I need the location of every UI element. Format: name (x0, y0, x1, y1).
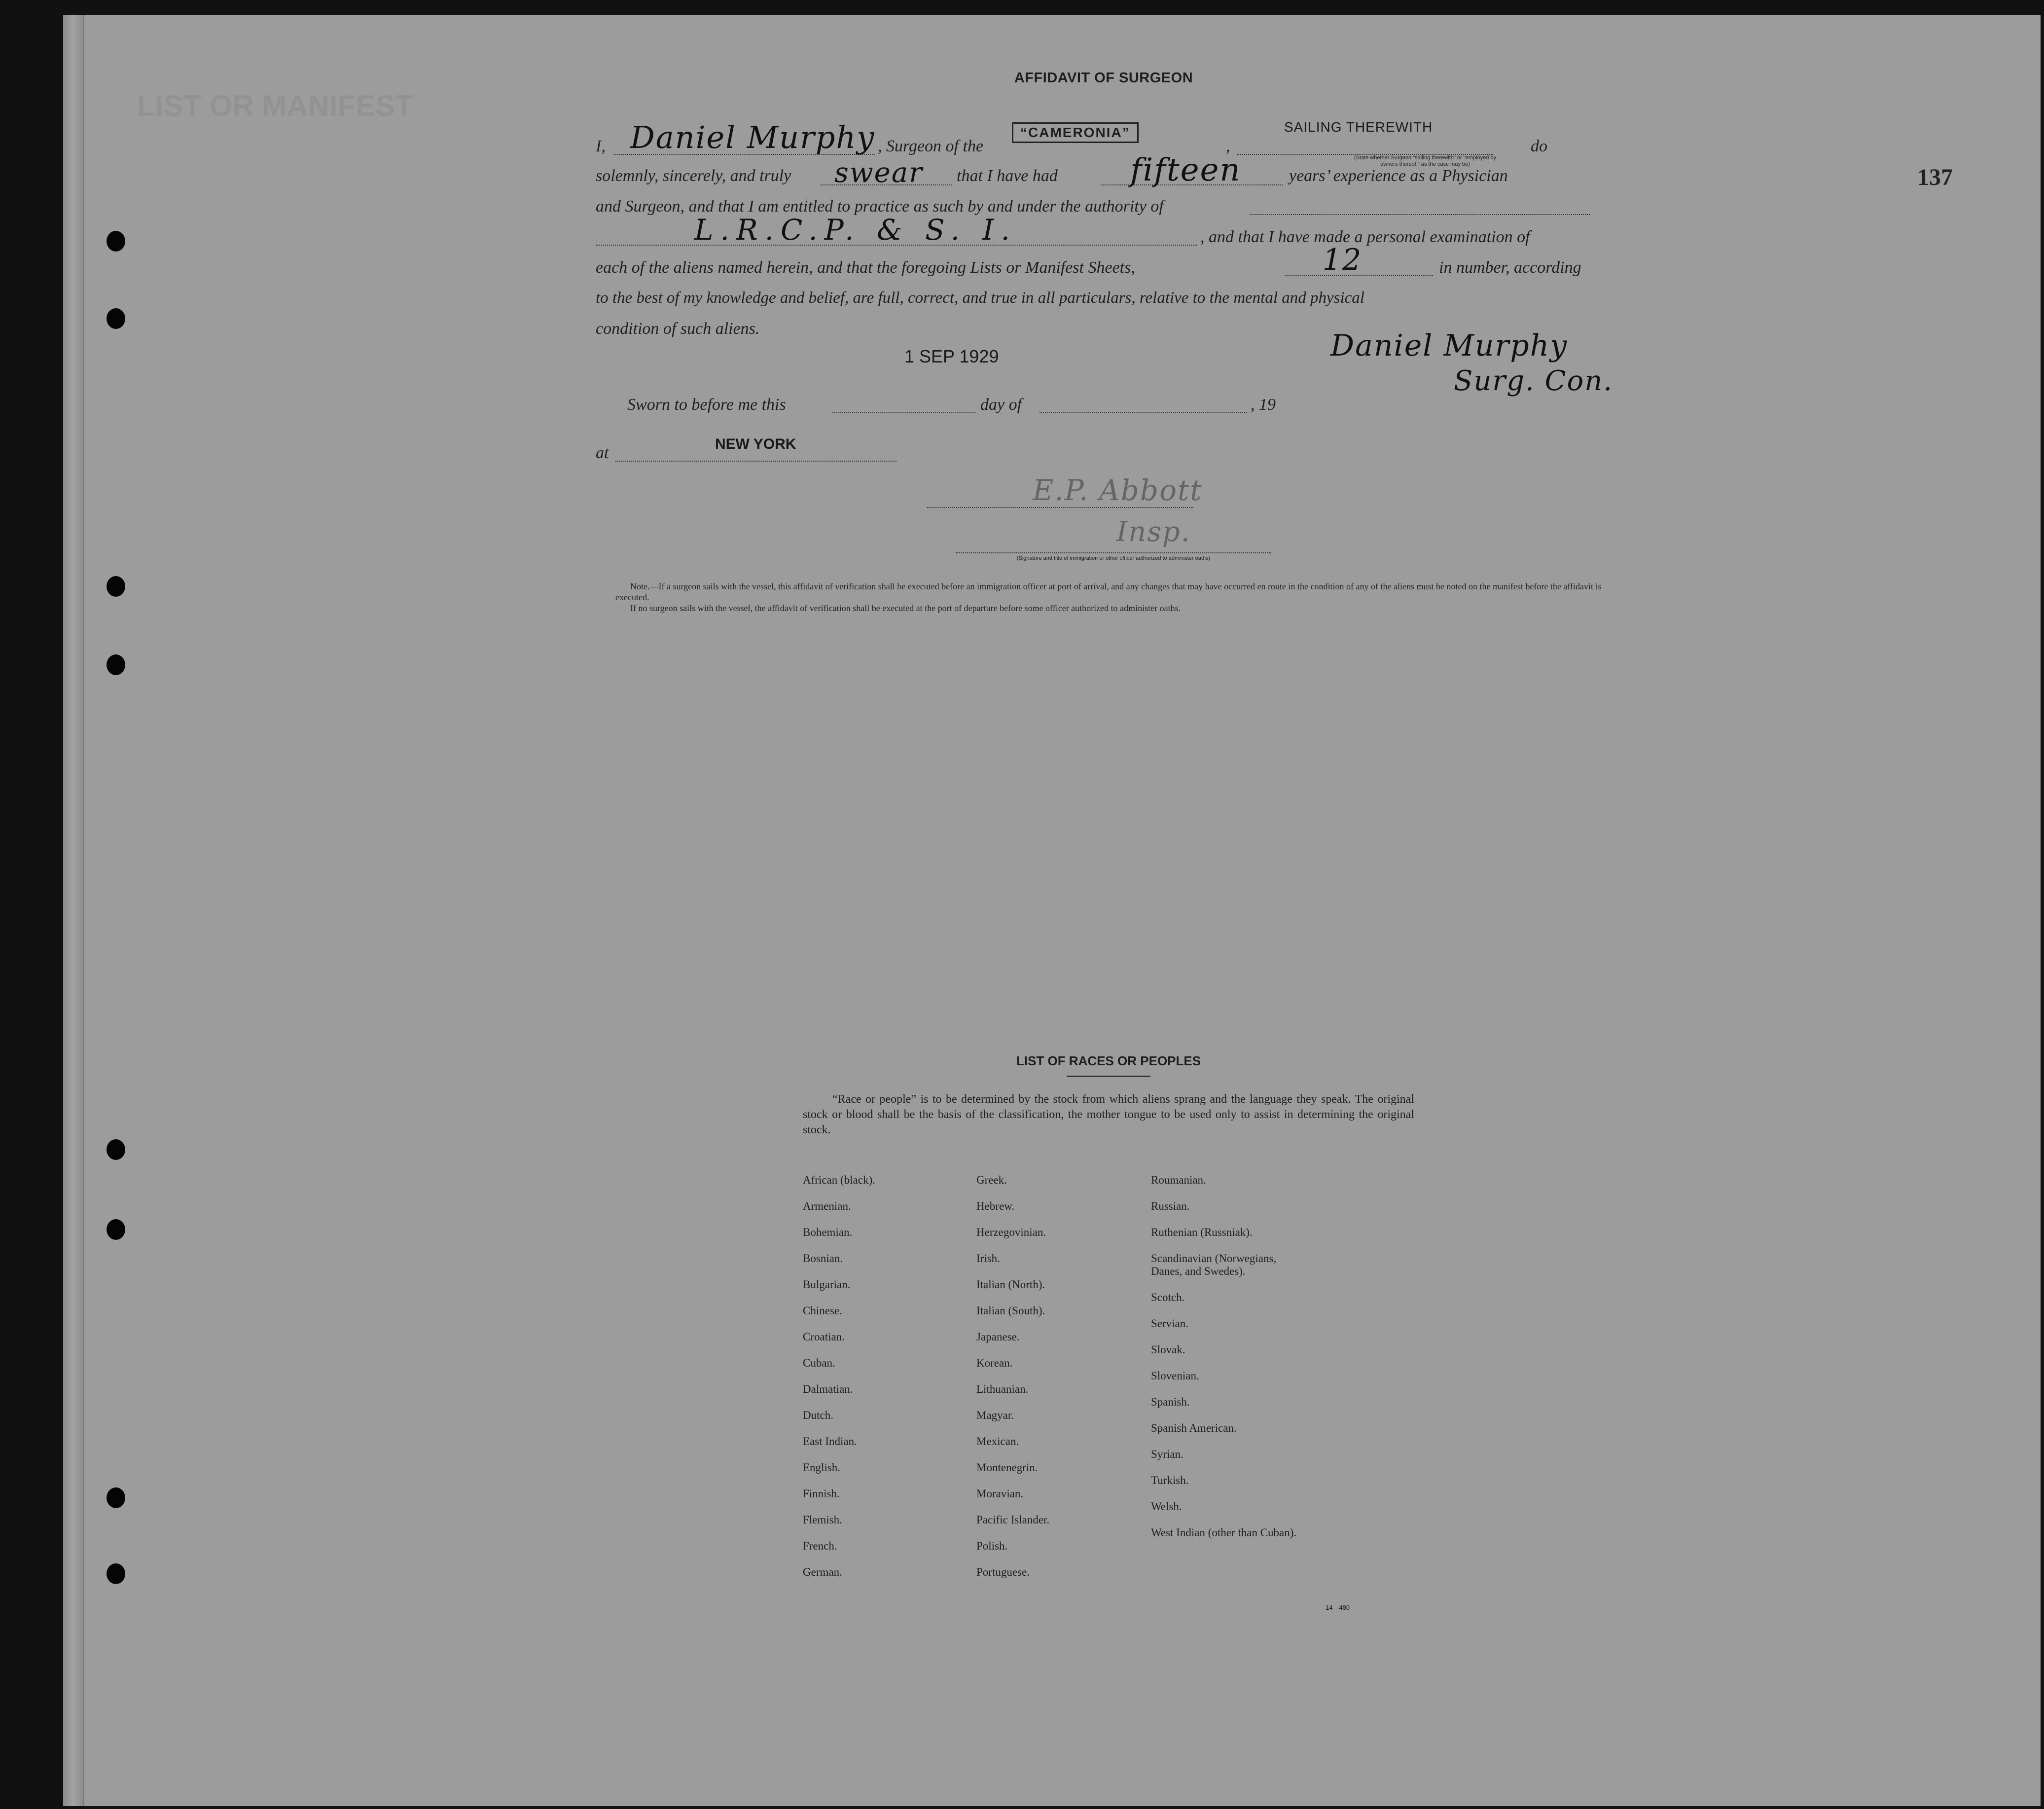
race-item: Scandinavian (Norwegians, Danes, and Swedes). (1151, 1252, 1277, 1277)
race-item: Spanish American. (1151, 1422, 1237, 1434)
race-item: Finnish. (803, 1487, 840, 1500)
race-item: Greek. (976, 1174, 1007, 1186)
races-intro: “Race or people” is to be determined by the stock from which aliens sprang and the language they speak. The original stock or blood shall be the basis of the classification, the mother tongue to be used only to assist in determining the original stock. (803, 1093, 1414, 1136)
fill-line (956, 552, 1271, 553)
race-item: Welsh. (1151, 1500, 1182, 1513)
race-item: Spanish. (1151, 1396, 1190, 1408)
race-item: African (black). (803, 1174, 875, 1186)
races-column-3 (1151, 1174, 1348, 1553)
affidavit-text: each of the aliens named herein, and that the foregoing Lists or Manifest Sheets, (596, 258, 1135, 277)
affidavit-text: day of (980, 396, 1022, 414)
race-item: Turkish. (1151, 1474, 1189, 1486)
binder-hole (107, 1563, 125, 1584)
race-item: Servian. (1151, 1317, 1189, 1330)
fill-line (1250, 214, 1590, 215)
binder-hole (107, 308, 125, 329)
binder-hole (107, 1139, 125, 1160)
race-item: Pacific Islander. (976, 1514, 1050, 1526)
race-item: East Indian. (803, 1435, 857, 1447)
race-item: Korean. (976, 1357, 1013, 1369)
binder-hole (107, 1487, 125, 1508)
race-item: Magyar. (976, 1409, 1014, 1421)
race-item: Montenegrin. (976, 1461, 1038, 1474)
officer-caption: (Signature and title of immigration or other officer authorized to administer oaths) (1016, 555, 1211, 561)
affidavit-text: I, (596, 137, 606, 155)
affidavit-text: condition of such aliens. (596, 320, 760, 338)
bleed-through-text: LIST OR MANIFEST (137, 89, 413, 122)
race-item: Moravian. (976, 1487, 1024, 1500)
manifest-sheet-count: 12 (1323, 243, 1363, 277)
race-item: Bulgarian. (803, 1278, 851, 1291)
races-column-2 (976, 1174, 1154, 1592)
race-item: Lithuanian. (976, 1383, 1029, 1395)
binder-hole (107, 576, 125, 597)
status-hint: (State whether Surgeon "sailing therewith" or "employed by owners thereof," as the case may be) (1354, 155, 1497, 167)
title-rule (1067, 1076, 1150, 1077)
race-item: Bosnian. (803, 1252, 843, 1265)
affidavit-text: , Surgeon of the (878, 137, 984, 155)
affidavit-text: , (1226, 137, 1230, 155)
race-item: English. (803, 1461, 841, 1474)
race-item: Flemish. (803, 1514, 842, 1526)
affidavit-text: do (1531, 137, 1547, 155)
surgeon-signature-title: Surg. Con. (1454, 365, 1614, 397)
race-item: Irish. (976, 1252, 1000, 1265)
affidavit-text: and Surgeon, and that I am entitled to practice as such by and under the authority of (596, 197, 1164, 216)
ship-name-stamp: “CAMERONIA” (1012, 122, 1139, 143)
note-line: Note.—If a surgeon sails with the vessel, this affidavit of verification shall be executed before an immigration officer at port of arrival, and any changes that may have occurred en route in the condition of any of the aliens must be noted on the manifest before the affidavit is executed. (615, 581, 1602, 602)
race-item: Russian. (1151, 1200, 1190, 1212)
race-item: Scotch. (1151, 1291, 1185, 1303)
fill-line (927, 507, 1193, 508)
years-experience: fifteen (1130, 152, 1241, 188)
race-item: Armenian. (803, 1200, 851, 1212)
binder-hole (107, 1219, 125, 1240)
affidavit-text: to the best of my knowledge and belief, are full, correct, and true in all particulars, relative to the mental and physical (596, 289, 1364, 307)
race-item: French. (803, 1540, 837, 1552)
race-item: Slovenian. (1151, 1370, 1199, 1382)
races-column-1 (803, 1174, 980, 1592)
affidavit-text: years’ experience as a Physician (1289, 167, 1508, 185)
affidavit-text: Sworn to before me this (627, 396, 786, 414)
note-line: If no surgeon sails with the vessel, the affidavit of verification shall be executed at the port of departure before some officer authorized to administer oaths. (630, 603, 1181, 613)
page-edge (63, 15, 84, 1806)
fill-line (615, 461, 896, 462)
officer-title: Insp. (1116, 516, 1191, 548)
race-item: Portuguese. (976, 1566, 1030, 1578)
race-item: Herzegovinian. (976, 1226, 1046, 1238)
race-item: Syrian. (1151, 1448, 1183, 1460)
race-item: Chinese. (803, 1304, 842, 1317)
affidavit-text: at (596, 444, 609, 462)
oath-type: swear (834, 157, 923, 189)
race-item: Mexican. (976, 1435, 1019, 1447)
page-number: 137 (1917, 164, 1953, 190)
race-item: Italian (South). (976, 1304, 1045, 1317)
binder-hole (107, 654, 125, 675)
race-item: Cuban. (803, 1357, 835, 1369)
race-item: Slovak. (1151, 1343, 1185, 1356)
race-item: Roumanian. (1151, 1174, 1206, 1186)
race-item: Italian (North). (976, 1278, 1045, 1291)
sailing-status: SAILING THEREWITH (1284, 119, 1433, 135)
affidavit-text: , 19 (1251, 396, 1276, 414)
form-number: 14—480 (1326, 1604, 1350, 1611)
race-item: West Indian (other than Cuban). (1151, 1526, 1297, 1539)
race-item: Japanese. (976, 1331, 1020, 1343)
affidavit-text: , and that I have made a personal examination of (1200, 228, 1530, 246)
surgeon-signature: Daniel Murphy (1330, 328, 1568, 363)
race-item: Dutch. (803, 1409, 833, 1421)
document-page (63, 15, 2041, 1806)
affidavit-note (615, 581, 1612, 614)
race-item: Polish. (976, 1540, 1008, 1552)
race-item: Hebrew. (976, 1200, 1015, 1212)
affidavit-text: solemnly, sincerely, and truly (596, 167, 791, 185)
list-of-races (803, 1053, 1414, 1611)
affidavit-text: that I have had (957, 167, 1058, 185)
race-item: German. (803, 1566, 842, 1578)
affidavit-title: AFFIDAVIT OF SURGEON (1014, 70, 1193, 86)
fill-line (832, 412, 975, 413)
surgeon-name: Daniel Murphy (630, 119, 875, 155)
place-stamp: NEW YORK (715, 436, 796, 452)
date-stamp: 1 SEP 1929 (904, 346, 999, 366)
races-title: LIST OF RACES OR PEOPLES (1016, 1053, 1201, 1068)
fill-line (1040, 412, 1247, 413)
race-item: Dalmatian. (803, 1383, 853, 1395)
race-item: Bohemian. (803, 1226, 853, 1238)
officer-signature: E.P. Abbott (1033, 473, 1203, 507)
binder-hole (107, 231, 125, 252)
race-item: Ruthenian (Russniak). (1151, 1226, 1253, 1238)
race-item: Croatian. (803, 1331, 845, 1343)
affidavit-text: in number, according (1439, 258, 1581, 277)
licensing-authority: L.R.C.P. & S. I. (694, 213, 1017, 247)
